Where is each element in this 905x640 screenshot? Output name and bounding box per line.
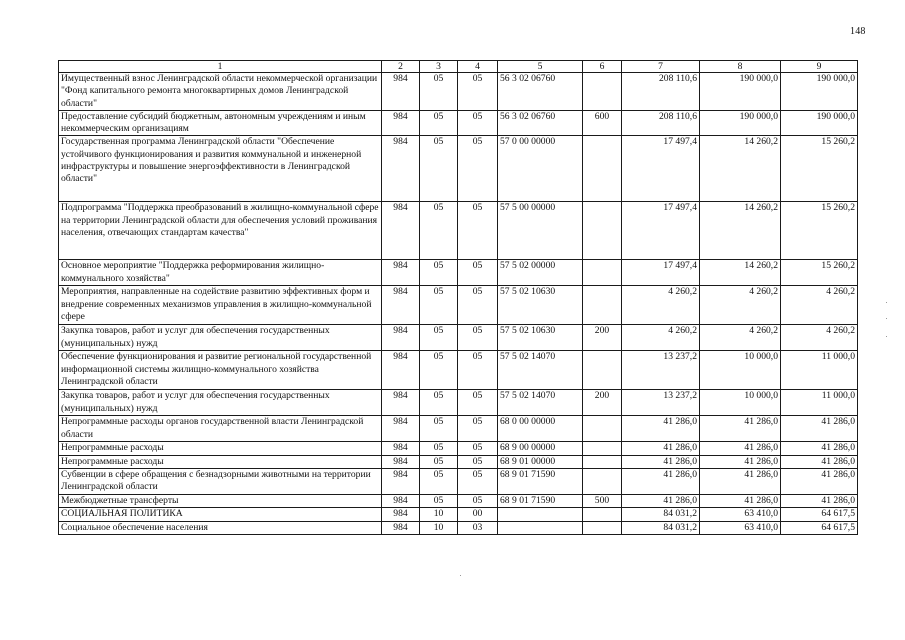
- row-expense-type: [583, 508, 622, 521]
- row-target-article: 56 3 02 06760: [498, 110, 583, 136]
- row-subsection: 05: [458, 73, 498, 111]
- row-amount-col8: 10 000,0: [700, 351, 781, 390]
- row-target-article: 57 5 02 14070: [498, 351, 583, 390]
- row-name: Непрограммные расходы: [59, 455, 382, 468]
- table-row: [59, 508, 858, 521]
- row-amount-col8: 41 286,0: [700, 455, 781, 468]
- row-amount-col8: 63 410,0: [700, 508, 781, 521]
- row-amount-col7: 41 286,0: [622, 495, 700, 508]
- row-name: Непрограммные расходы: [59, 442, 382, 455]
- row-amount-col8: 10 000,0: [700, 390, 781, 416]
- row-target-article: 57 5 02 00000: [498, 260, 583, 286]
- row-target-article: 68 9 01 71590: [498, 469, 583, 495]
- row-expense-type: [583, 286, 622, 325]
- row-ministry-code: 984: [382, 455, 420, 468]
- col-header-1: 1: [59, 61, 382, 73]
- row-expense-type: [583, 521, 622, 534]
- budget-table: [58, 60, 858, 535]
- row-expense-type: 500: [583, 495, 622, 508]
- row-expense-type: [583, 73, 622, 111]
- row-amount-col8: 14 260,2: [700, 136, 781, 202]
- row-amount-col9: 4 260,2: [781, 325, 858, 351]
- row-expense-type: [583, 351, 622, 390]
- row-section: 05: [420, 351, 458, 390]
- table-row: [59, 136, 858, 202]
- row-amount-col8: 4 260,2: [700, 325, 781, 351]
- row-amount-col7: 84 031,2: [622, 508, 700, 521]
- row-section: 05: [420, 286, 458, 325]
- col-header-6: 6: [583, 61, 622, 73]
- row-subsection: 00: [458, 508, 498, 521]
- row-amount-col8: 41 286,0: [700, 442, 781, 455]
- row-amount-col9: 64 617,5: [781, 521, 858, 534]
- row-amount-col9: 11 000,0: [781, 351, 858, 390]
- table-row: [59, 416, 858, 442]
- row-ministry-code: 984: [382, 390, 420, 416]
- row-amount-col8: 4 260,2: [700, 286, 781, 325]
- row-amount-col7: 41 286,0: [622, 416, 700, 442]
- row-ministry-code: 984: [382, 469, 420, 495]
- row-section: 05: [420, 202, 458, 260]
- row-name: Субвенции в сфере обращения с безнадзорными животными на территории Ленинградской области: [59, 469, 382, 495]
- table-row: [59, 260, 858, 286]
- row-target-article: 56 3 02 06760: [498, 73, 583, 111]
- row-ministry-code: 984: [382, 508, 420, 521]
- row-ministry-code: 984: [382, 202, 420, 260]
- row-target-article: 68 9 01 71590: [498, 495, 583, 508]
- row-target-article: 57 5 02 10630: [498, 286, 583, 325]
- table-row: [59, 495, 858, 508]
- table-row: [59, 442, 858, 455]
- row-name: Социальное обеспечение населения: [59, 521, 382, 534]
- row-section: 10: [420, 508, 458, 521]
- row-expense-type: 200: [583, 390, 622, 416]
- row-expense-type: 200: [583, 325, 622, 351]
- row-amount-col9: 41 286,0: [781, 455, 858, 468]
- col-header-8: 8: [700, 61, 781, 73]
- row-section: 05: [420, 390, 458, 416]
- row-name: Межбюджетные трансферты: [59, 495, 382, 508]
- row-section: 05: [420, 73, 458, 111]
- row-name: Непрограммные расходы органов государственной власти Ленинградской области: [59, 416, 382, 442]
- row-section: 05: [420, 136, 458, 202]
- row-amount-col8: 14 260,2: [700, 260, 781, 286]
- row-expense-type: [583, 442, 622, 455]
- row-subsection: 05: [458, 260, 498, 286]
- row-amount-col9: 190 000,0: [781, 110, 858, 136]
- row-amount-col8: 190 000,0: [700, 110, 781, 136]
- row-target-article: [498, 508, 583, 521]
- row-section: 05: [420, 260, 458, 286]
- row-amount-col8: 63 410,0: [700, 521, 781, 534]
- row-amount-col7: 13 237,2: [622, 351, 700, 390]
- row-expense-type: [583, 455, 622, 468]
- row-target-article: 68 0 00 00000: [498, 416, 583, 442]
- row-amount-col7: 17 497,4: [622, 260, 700, 286]
- table-row: [59, 455, 858, 468]
- row-ministry-code: 984: [382, 260, 420, 286]
- row-section: 05: [420, 469, 458, 495]
- table-row: [59, 325, 858, 351]
- row-ministry-code: 984: [382, 286, 420, 325]
- row-target-article: 57 5 00 00000: [498, 202, 583, 260]
- row-section: 10: [420, 521, 458, 534]
- row-subsection: 05: [458, 442, 498, 455]
- row-subsection: 05: [458, 469, 498, 495]
- table-row: [59, 469, 858, 495]
- row-amount-col7: 4 260,2: [622, 325, 700, 351]
- row-amount-col8: 14 260,2: [700, 202, 781, 260]
- row-amount-col9: 15 260,2: [781, 136, 858, 202]
- table-row: [59, 110, 858, 136]
- scan-speck: [886, 318, 887, 319]
- page-number: 148: [850, 26, 866, 37]
- row-name: Предоставление субсидий бюджетным, автономным учреждениям и иным некоммерческим организациям: [59, 110, 382, 136]
- table-row: [59, 286, 858, 325]
- row-amount-col7: 41 286,0: [622, 469, 700, 495]
- row-ministry-code: 984: [382, 351, 420, 390]
- row-amount-col9: 41 286,0: [781, 416, 858, 442]
- row-section: 05: [420, 325, 458, 351]
- row-amount-col9: 4 260,2: [781, 286, 858, 325]
- row-expense-type: [583, 469, 622, 495]
- row-amount-col8: 190 000,0: [700, 73, 781, 111]
- row-amount-col9: 190 000,0: [781, 73, 858, 111]
- row-ministry-code: 984: [382, 495, 420, 508]
- row-target-article: 57 0 00 00000: [498, 136, 583, 202]
- row-amount-col7: 13 237,2: [622, 390, 700, 416]
- col-header-3: 3: [420, 61, 458, 73]
- row-subsection: 05: [458, 136, 498, 202]
- scan-speck: [460, 575, 461, 576]
- row-target-article: [498, 521, 583, 534]
- row-amount-col7: 208 110,6: [622, 110, 700, 136]
- row-amount-col7: 4 260,2: [622, 286, 700, 325]
- row-ministry-code: 984: [382, 325, 420, 351]
- row-amount-col8: 41 286,0: [700, 469, 781, 495]
- row-name: Мероприятия, направленные на содействие развитию эффективных форм и внедрение современных механизмов управления в жилищно-коммунальной сфере: [59, 286, 382, 325]
- table-body: [59, 61, 858, 535]
- row-name: Обеспечение функционирования и развитие региональной государственной информационной системы жилищно-коммунального хозяйства Ленинградской области: [59, 351, 382, 390]
- row-name: Имущественный взнос Ленинградской области некоммерческой организации "Фонд капитального ремонта многоквартирных домов Ленинградской области": [59, 73, 382, 111]
- row-name: Основное мероприятие "Поддержка реформирования жилищно-коммунального хозяйства": [59, 260, 382, 286]
- row-expense-type: [583, 202, 622, 260]
- row-amount-col9: 15 260,2: [781, 260, 858, 286]
- table-row: [59, 351, 858, 390]
- row-name: Закупка товаров, работ и услуг для обеспечения государственных (муниципальных) нужд: [59, 390, 382, 416]
- row-section: 05: [420, 495, 458, 508]
- row-ministry-code: 984: [382, 416, 420, 442]
- table-row: [59, 390, 858, 416]
- row-target-article: 57 5 02 14070: [498, 390, 583, 416]
- row-subsection: 05: [458, 351, 498, 390]
- row-expense-type: [583, 416, 622, 442]
- col-header-2: 2: [382, 61, 420, 73]
- row-amount-col9: 41 286,0: [781, 469, 858, 495]
- row-subsection: 05: [458, 286, 498, 325]
- row-subsection: 05: [458, 110, 498, 136]
- row-amount-col7: 17 497,4: [622, 202, 700, 260]
- row-amount-col9: 41 286,0: [781, 495, 858, 508]
- row-target-article: 57 5 02 10630: [498, 325, 583, 351]
- row-subsection: 05: [458, 390, 498, 416]
- row-section: 05: [420, 455, 458, 468]
- col-header-9: 9: [781, 61, 858, 73]
- row-amount-col8: 41 286,0: [700, 416, 781, 442]
- col-header-7: 7: [622, 61, 700, 73]
- row-subsection: 05: [458, 416, 498, 442]
- row-amount-col9: 41 286,0: [781, 442, 858, 455]
- row-subsection: 05: [458, 202, 498, 260]
- row-ministry-code: 984: [382, 73, 420, 111]
- row-amount-col7: 17 497,4: [622, 136, 700, 202]
- row-name: СОЦИАЛЬНАЯ ПОЛИТИКА: [59, 508, 382, 521]
- table-row: [59, 521, 858, 534]
- row-name: Государственная программа Ленинградской области "Обеспечение устойчивого функционирования и развития коммунальной и инженерной инфраструктуры и повышение энергоэффективности в Ленинградской области": [59, 136, 382, 202]
- row-amount-col7: 41 286,0: [622, 442, 700, 455]
- table-row: [59, 73, 858, 111]
- row-amount-col7: 84 031,2: [622, 521, 700, 534]
- column-header-row: [59, 61, 858, 73]
- row-section: 05: [420, 442, 458, 455]
- row-subsection: 03: [458, 521, 498, 534]
- table-row: [59, 202, 858, 260]
- row-amount-col9: 11 000,0: [781, 390, 858, 416]
- row-target-article: 68 9 01 00000: [498, 455, 583, 468]
- row-name: Подпрограмма "Поддержка преобразований в жилищно-коммунальной сфере на территории Ленинградской области для обеспечения условий проживания населения, отвечающих стандартам качества": [59, 202, 382, 260]
- row-subsection: 05: [458, 455, 498, 468]
- row-expense-type: 600: [583, 110, 622, 136]
- scan-speck: [886, 302, 887, 303]
- scan-speck: [886, 336, 887, 337]
- row-ministry-code: 984: [382, 136, 420, 202]
- row-target-article: 68 9 00 00000: [498, 442, 583, 455]
- col-header-4: 4: [458, 61, 498, 73]
- row-expense-type: [583, 136, 622, 202]
- row-amount-col7: 41 286,0: [622, 455, 700, 468]
- row-subsection: 05: [458, 325, 498, 351]
- row-amount-col8: 41 286,0: [700, 495, 781, 508]
- row-amount-col9: 64 617,5: [781, 508, 858, 521]
- row-section: 05: [420, 416, 458, 442]
- row-expense-type: [583, 260, 622, 286]
- row-ministry-code: 984: [382, 442, 420, 455]
- row-subsection: 05: [458, 495, 498, 508]
- col-header-5: 5: [498, 61, 583, 73]
- row-amount-col9: 15 260,2: [781, 202, 858, 260]
- row-section: 05: [420, 110, 458, 136]
- row-amount-col7: 208 110,6: [622, 73, 700, 111]
- row-name: Закупка товаров, работ и услуг для обеспечения государственных (муниципальных) нужд: [59, 325, 382, 351]
- row-ministry-code: 984: [382, 110, 420, 136]
- row-ministry-code: 984: [382, 521, 420, 534]
